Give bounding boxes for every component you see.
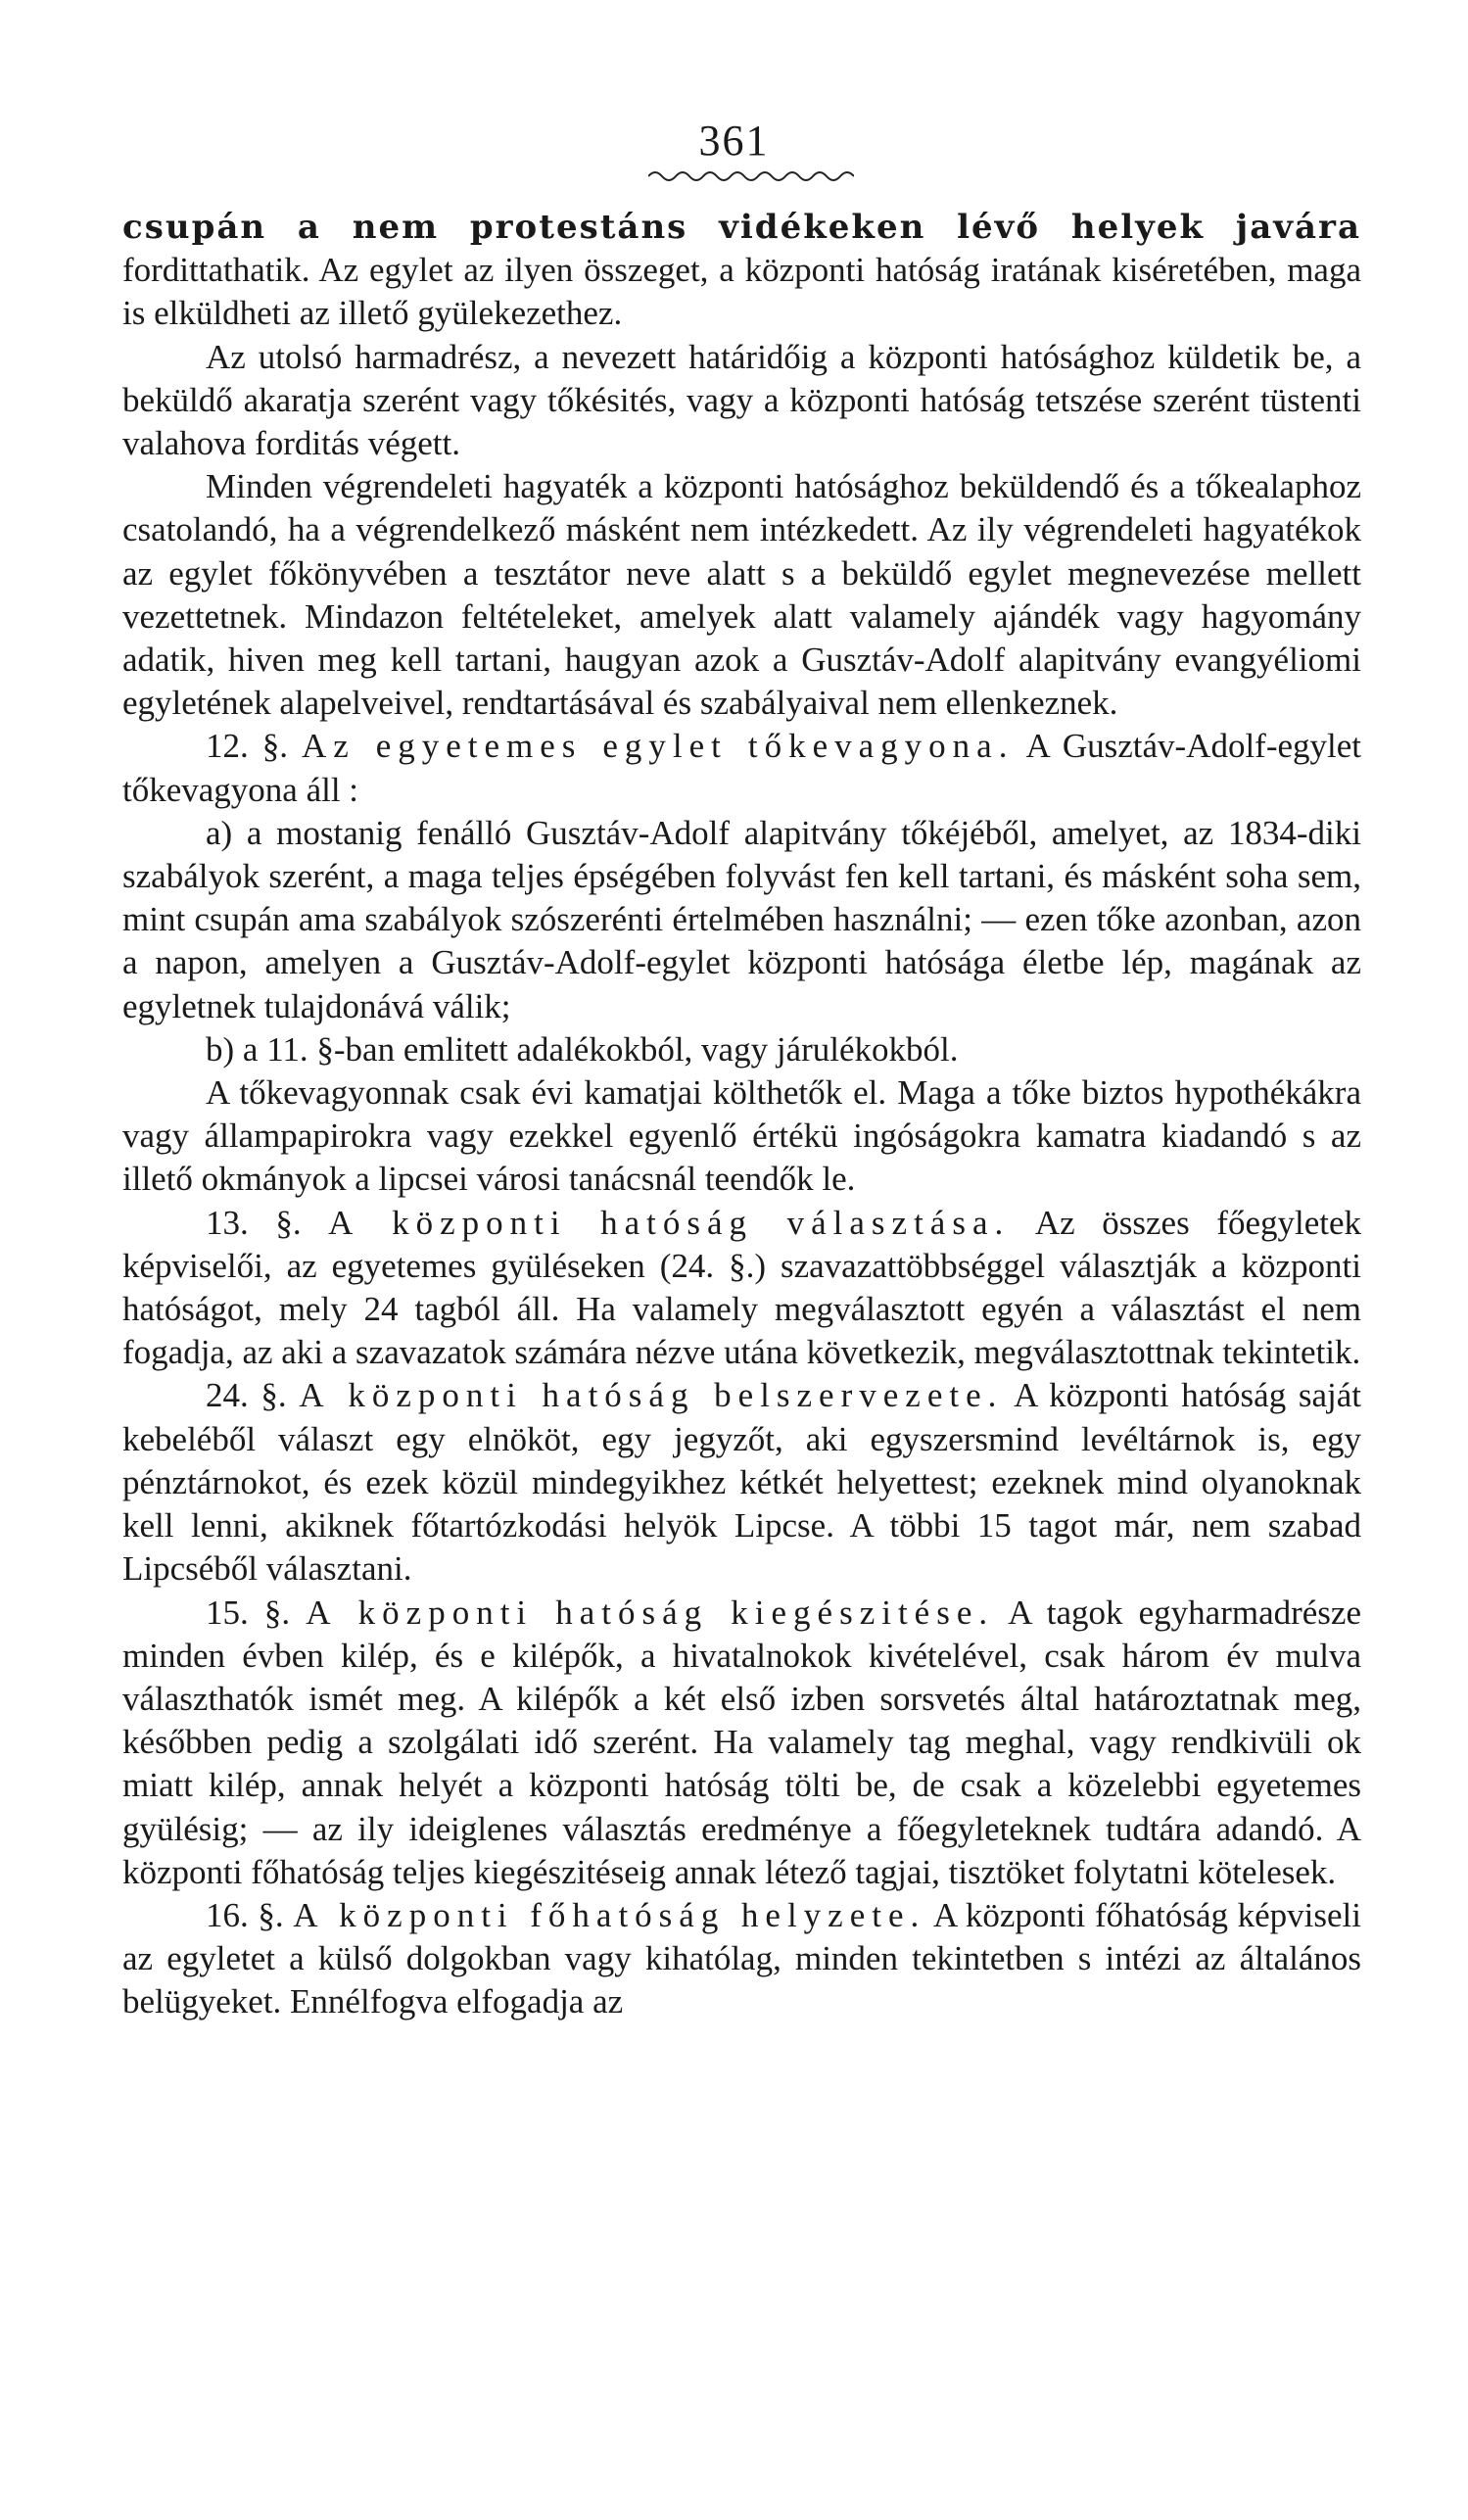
section-16 <box>122 1894 1361 2024</box>
section-title: A központi főhatóság helyzete. <box>293 1895 926 1934</box>
section-title: Az egyetemes egylet tőkevagyona. <box>301 727 1015 766</box>
section-15 <box>122 1592 1361 1894</box>
section-number: 15. §. <box>206 1593 291 1632</box>
bold-phrase: csupán a nem protestáns vidékeken lévő helyek javára <box>122 208 1361 247</box>
section-number: 13. §. <box>206 1203 302 1242</box>
section-text: A Gusztáv-Adolf-egylet tőkevagyona áll : <box>122 727 1361 809</box>
section-24 <box>122 1374 1361 1591</box>
list-item-b: b) a 11. §-ban emlitett adalékokból, vagy járulékokból. <box>206 1029 959 1069</box>
section-title: A központi hatóság belszervezete. <box>299 1376 1004 1415</box>
section-text: Az összes főegyletek képviselői, az egyetemes gyüléseken (24. §.) szavazattöbbséggel választják a központi hatóságot, mely 24 tagból áll. Ha valamely megválasztott egyén a választást el nem fogadja, az aki a szavazatok számára nézve utána következik, megválasztottnak tekintetik. <box>122 1203 1361 1372</box>
section-text: A központi főhatóság képviseli az egyletet a külső dolgokban vagy kihatólag, minden tekintetben s intézi az általános belügyeket. Ennélfogva elfogadja az <box>122 1895 1362 2021</box>
section-number: 12. §. <box>206 727 288 766</box>
paragraph-text: fordittathatik. Az egylet az ilyen összeget, a központi hatóság iratának kiséretében, maga is elküldheti az illető gyülekezethez. <box>122 251 1361 333</box>
wavy-rule-ornament <box>648 165 854 184</box>
section-title: A központi hatóság kiegészitése. <box>306 1593 995 1632</box>
section-text: A tagok egyharmadrésze minden évben kilép, és e kilépők, a hivatalnokok kivételével, csak három év mulva választhatók ismét meg. A kilépők a két első izben sorsvetés által határoztatnak meg, későbben pedig a szolgálati idő szerént. Ha valamely tag meghal, vagy rendkivüli ok miatt kilép, annak helyét a központi hatóság tölti be, de csak a közelebbi egyetemes gyülésig; — az ily ideiglenes választás eredménye a főegyleteknek tudtára adandó. A központi főhatóság teljes kiegészitéseig annak létező tagjai, tisztöket folytatni kötelesek. <box>122 1593 1361 1891</box>
paragraph-interest: A tőkevagyonnak csak évi kamatjai költhetők el. Maga a tőke biztos hypothékákra vagy állampapirokra vagy ezekkel egyenlő értékü ingóságokra kamatra kiadandó s az illető okmányok a lipcsei városi tanácsnál teendők le. <box>122 1073 1361 1199</box>
page-body <box>122 206 1361 2024</box>
paragraph-testamentary: Minden végrendeleti hagyaték a központi hatósághoz beküldendő és a tőkealaphoz csatolandó, ha a végrendelkező másként nem intézkedett. Az ily végrendeleti hagyatékok az egylet főkönyvében a tesztátor neve alatt s a beküldő egylet megnevezése mellett vezettetnek. Mindazon feltételeket, amelyek alatt valamely ajándék vagy hagyomány adatik, hiven meg kell tartani, haugyan azok a Gusztáv-Adolf alapitvány evangyéliomi egyletének alapelveivel, rendtartásával és szabályaival nem ellenkeznek. <box>122 467 1361 723</box>
section-title: A központi hatóság választása. <box>328 1203 1011 1242</box>
section-text: A központi hatóság saját kebeléből választ egy elnököt, egy jegyzőt, aki egyszersmind levéltárnok is, egy pénztárnokot, és ezek közül mindegyikhez kétkét helyettest; ezeknek mind olyanoknak kell lenni, akiknek főtartózkodási helyök Lipcse. A többi 15 tagot már, nem szabad Lipcséből választani. <box>122 1376 1362 1589</box>
section-13 <box>122 1202 1361 1375</box>
section-number: 16. §. <box>206 1895 284 1934</box>
page-number: 361 <box>698 117 770 165</box>
section-number: 24. §. <box>206 1376 287 1415</box>
paragraph-last-third: Az utolsó harmadrész, a nevezett határidőig a központi hatósághoz küldetik be, a beküldő akaratja szerént vagy tőkésités, vagy a központi hatóság tetszése szerént tüstenti valahova forditás végett. <box>122 337 1361 463</box>
paragraph-continuation <box>122 206 1361 336</box>
list-item-a: a) a mostanig fenálló Gusztáv-Adolf alapitvány tőkéjéből, amelyet, az 1834-diki szabályok szerént, a maga teljes épségében folyvást fen kell tartani, és másként soha sem, mint csupán ama szabályok szószerénti értelmében használni; — ezen tőke azonban, azon a napon, amelyen a Gusztáv-Adolf-egylet központi hatósága életbe lép, magának az egyletnek tulajdonává válik; <box>122 813 1361 1025</box>
section-12 <box>122 725 1361 811</box>
